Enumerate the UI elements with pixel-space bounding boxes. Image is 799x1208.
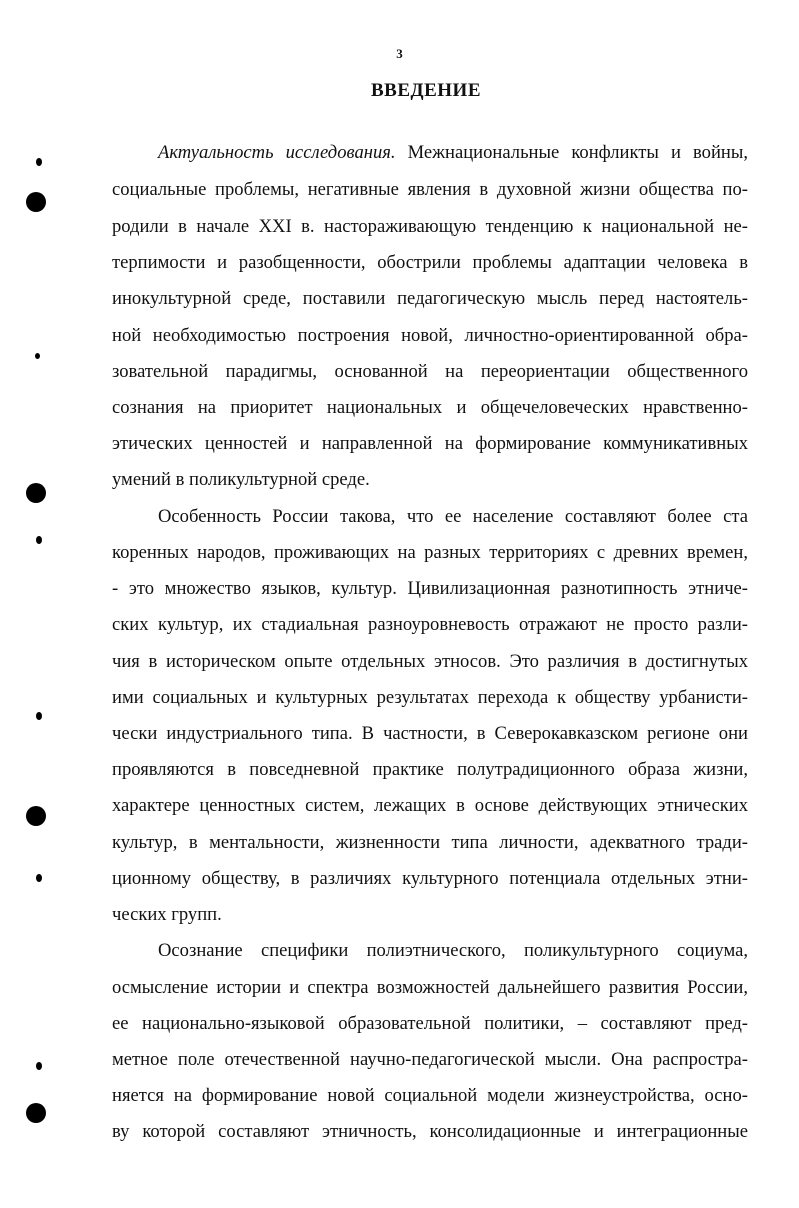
paragraph-line: ских культур, их стадиальная разноуровневость отражают не просто разли- xyxy=(112,614,748,635)
paragraph-line: ческих групп. xyxy=(112,904,222,925)
paragraph-line: ной необходимостью построения новой, личностно-ориентированной обра- xyxy=(112,325,748,346)
paragraph-line: проявляются в повседневной практике полутрадиционного образа жизни, xyxy=(112,759,748,780)
paragraph-line: ее национально-языковой образовательной политики, – составляют пред- xyxy=(112,1013,748,1034)
paragraph-line: няется на формирование новой социальной модели жизнеустройства, осно- xyxy=(112,1085,748,1106)
paragraph-line: характере ценностных систем, лежащих в основе действующих этнических xyxy=(112,795,748,816)
paragraph-line: терпимости и разобщенности, обострили проблемы адаптации человека в xyxy=(112,252,748,273)
scan-speck xyxy=(35,353,40,359)
paragraph-line: метное поле отечественной научно-педагогической мысли. Она распростра- xyxy=(112,1049,748,1070)
section-title: ВВЕДЕНИЕ xyxy=(371,80,481,101)
paragraph-line: этических ценностей и направленной на формирование коммуникативных xyxy=(112,433,748,454)
paragraph-line: Особенность России такова, что ее население составляют более ста xyxy=(158,506,748,527)
paragraph-line: сознания на приоритет национальных и общечеловеческих нравственно- xyxy=(112,397,748,418)
lead-italic-phrase: Актуальность исследования. xyxy=(158,142,396,163)
binding-hole-mark xyxy=(26,806,46,826)
scan-speck xyxy=(36,1062,42,1070)
paragraph-line: коренных народов, проживающих на разных территориях с древних времен, xyxy=(112,542,748,563)
page-number: 3 xyxy=(396,46,403,61)
paragraph-line: культур, в ментальности, жизненности типа личности, адекватного тради- xyxy=(112,832,748,853)
paragraph-line: ционному обществу, в различиях культурного потенциала отдельных этни- xyxy=(112,868,748,889)
paragraph-1-line-1 xyxy=(158,141,748,165)
paragraph-line: чески индустриального типа. В частности, в Северокавказском регионе они xyxy=(112,723,748,744)
paragraph-line: - это множество языков, культур. Цивилизационная разнотипность этниче- xyxy=(112,578,748,599)
paragraph-line: ими социальных и культурных результатах перехода к обществу урбанисти- xyxy=(112,687,748,708)
binding-hole-mark xyxy=(26,192,46,212)
paragraph-line: чия в историческом опыте отдельных этносов. Это различия в достигнутых xyxy=(112,651,748,672)
paragraph-line: Осознание специфики полиэтнического, поликультурного социума, xyxy=(158,940,748,961)
paragraph-line: социальные проблемы, негативные явления в духовной жизни общества по- xyxy=(112,179,748,200)
scan-speck xyxy=(36,712,42,720)
paragraph-line: зовательной парадигмы, основанной на переориентации общественного xyxy=(112,361,748,382)
paragraph-line: умений в поликультурной среде. xyxy=(112,469,370,490)
binding-hole-mark xyxy=(26,483,46,503)
paragraph-line: инокультурной среде, поставили педагогическую мысль перед настоятель- xyxy=(112,288,748,309)
scan-speck xyxy=(36,536,42,544)
paragraph-line: родили в начале XXI в. настораживающую тенденцию к национальной не- xyxy=(112,216,748,237)
scan-speck xyxy=(36,158,42,166)
paragraph-line: осмысление истории и спектра возможностей дальнейшего развития России, xyxy=(112,977,748,998)
scan-speck xyxy=(36,874,42,882)
binding-hole-mark xyxy=(26,1103,46,1123)
paragraph-line: ву которой составляют этничность, консолидационные и интеграционные xyxy=(112,1121,748,1142)
first-line-rest: Межнациональные конфликты и войны, xyxy=(395,142,749,163)
